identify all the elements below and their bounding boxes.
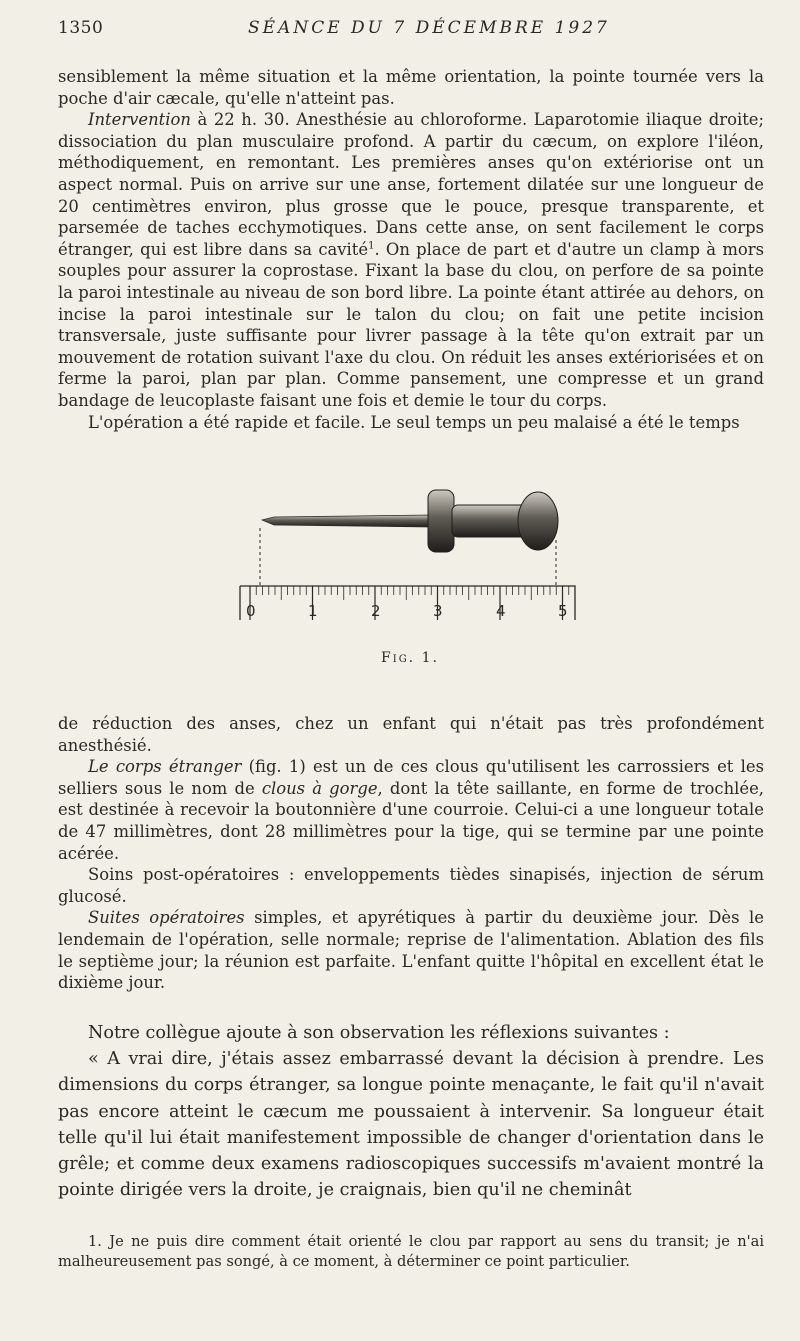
scale-label-4: 4 — [496, 602, 506, 620]
intervention-text-rest: . On place de part et d'autre un clamp à mors souples pour assurer la coprostase. Fixant la base du clou, on perfore de sa pointe la paroi intestinale au niveau de son bord libre. La pointe étant attirée au dehors, on incise la paroi intestinale sur le talon du clou; on fait une petite incision transversale, juste suffisante pour livrer passage à la tête qu'on extrait par un mouvement de rotation suivant l'axe du clou. On réduit les anses extériorisées et on ferme la paroi, plan par plan. Comme pansement, une compresse et un grand bandage de leucoplaste faisant une fois et demie le tour du corps. — [58, 239, 764, 410]
footnote — [58, 1232, 764, 1272]
text-block-description — [58, 713, 764, 994]
term-clous-a-gorge: clous à gorge — [261, 778, 378, 798]
nail-head — [518, 492, 558, 550]
foreign-body-text: (fig. 1) est un de ces clous qu'utilisent les carrossiers et les selliers sous le nom de — [58, 757, 764, 798]
figure-nail — [230, 478, 590, 668]
foreign-body-text-rest: , dont la tête saillante, en forme de trochlée, est destinée à recevoir la boutonnière d'une courroie. Celui-ci a une longueur totale de 47 millimètres, dont 28 millimètres pour la tige, qui se termine par une pointe acérée. — [58, 778, 765, 863]
text-block-operation — [58, 66, 764, 433]
foreign-body-label: Le corps étranger — [88, 757, 242, 777]
page-header — [58, 18, 766, 46]
ruler — [240, 586, 575, 620]
scale-label-0: 0 — [246, 602, 256, 620]
intervention-label: Intervention — [88, 110, 191, 130]
page-number: 1350 — [58, 18, 104, 38]
footnote-marker: 1. — [88, 1233, 102, 1250]
paragraph-intervention — [58, 109, 764, 411]
paragraph-foreign-body — [58, 756, 764, 864]
scale-label-3: 3 — [433, 602, 443, 620]
scale-label-1: 1 — [308, 602, 318, 620]
paragraph-post-op-course — [58, 907, 764, 993]
ruler-ticks — [250, 586, 575, 620]
paragraph: sensiblement la même situation et la même orientation, la pointe tournée vers la poche d'air cæcale, qu'elle n'atteint pas. — [58, 67, 764, 108]
footnote-ref: 1 — [368, 240, 375, 252]
post-op-text: simples, et apyrétiques à partir du deuxième jour. Dès le lendemain de l'opération, selle normale; reprise de l'alimentation. Ablation des fils le septième jour; la réunion est parfaite. L'enfant quitte l'hôpital en excellent état le dixième jour. — [58, 908, 764, 993]
intervention-text: à 22 h. 30. Anesthésie au chloroforme. Laparotomie iliaque droite; dissociation du plan musculaire profond. A partir du cæcum, on explore l'iléon, méthodiquement, en remontant. Les premières anses qu'on extériorise ont un aspect normal. Puis on arrive sur une anse, fortement dilatée sur une longueur de 20 centimètres environ, plus grosse que le pouce, presque transparente, et parsemée de taches ecchymotiques. Dans cette anse, on sent facilement le corps étranger, qui est libre dans sa cavité — [58, 110, 764, 259]
nail-flange — [428, 490, 454, 552]
nail-shank — [262, 515, 430, 527]
paragraph: de réduction des anses, chez un enfant qui n'était pas très profondément anesthésié. — [58, 714, 764, 755]
scale-label-2: 2 — [371, 602, 381, 620]
paragraph-quote: « A vrai dire, j'étais assez embarrassé devant la décision à prendre. Les dimensions du corps étranger, sa longue pointe menaçante, le fait qu'il n'avait pas encore atteint le cæcum me poussaient à intervenir. Sa longueur était telle qu'il lui était manifestement impossible de changer d'orientation dans le grêle; et comme deux examens radioscopiques successifs m'avaient montré la pointe dirigée vers la droite, je craignais, bien qu'il ne cheminât — [58, 1049, 764, 1201]
running-title: SÉANCE DU 7 DÉCEMBRE 1927 — [248, 18, 610, 38]
footnote-text: Je ne puis dire comment était orienté le clou par rapport au sens du transit; je n'ai malheureusement pas songé, à ce moment, à déterminer ce point particulier. — [58, 1233, 764, 1270]
paragraph: L'opération a été rapide et facile. Le seul temps un peu malaisé a été le temps — [88, 412, 740, 432]
scale-label-5: 5 — [558, 602, 568, 620]
nail-illustration — [230, 478, 590, 648]
paragraph-reflections-intro: Notre collègue ajoute à son observation les réflexions suivantes : — [88, 1023, 670, 1043]
post-op-label: Suites opératoires — [88, 908, 245, 928]
figure-caption: Fig. 1. — [381, 650, 439, 666]
ruler-labels — [246, 602, 568, 620]
paragraph-post-op-care: Soins post-opératoires : enveloppements tièdes sinapisés, injection de sérum glucosé. — [58, 865, 764, 906]
text-block-reflections — [58, 1020, 764, 1203]
nail-drawing — [262, 490, 558, 552]
footnote-paragraph — [58, 1232, 764, 1272]
